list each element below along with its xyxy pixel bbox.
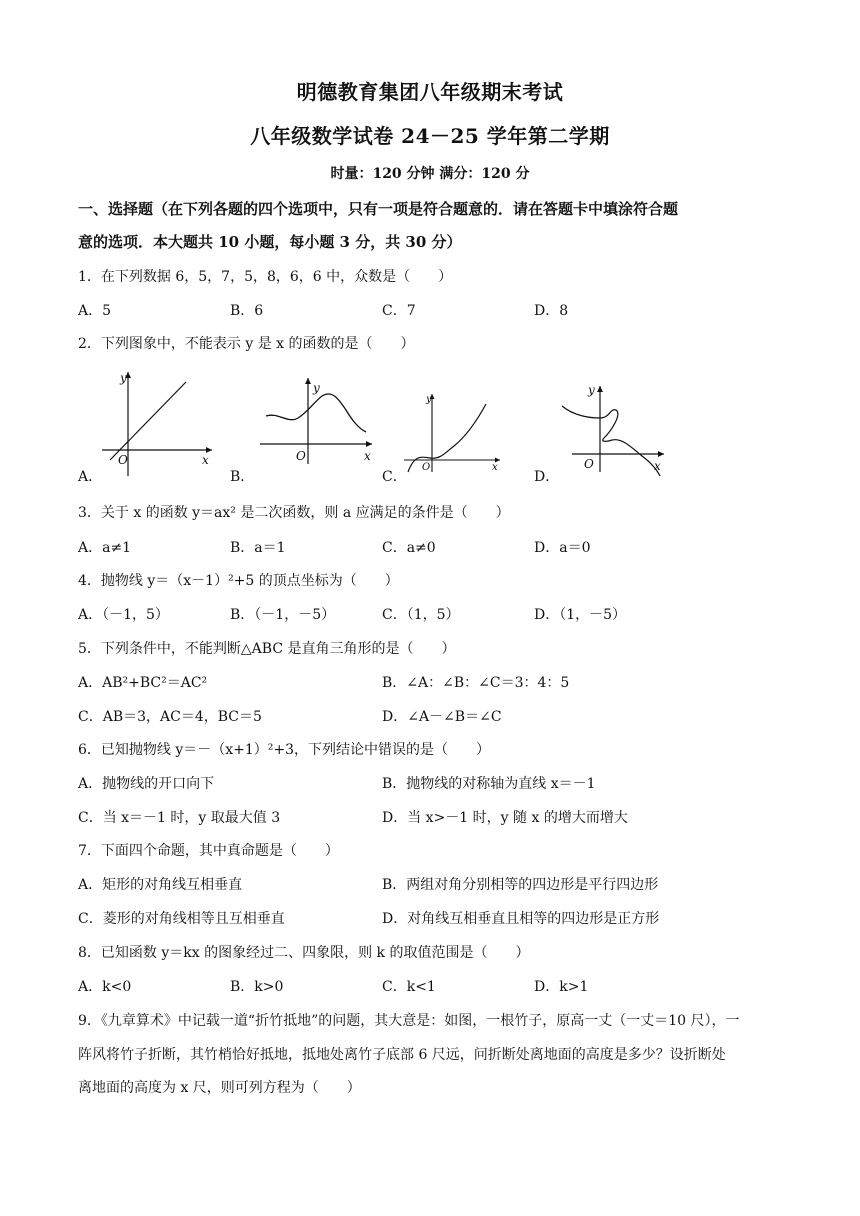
- axis-label-y: y: [313, 381, 320, 395]
- axis-label-x: x: [492, 462, 498, 473]
- question-4-option-b: B．（－1，－5）: [230, 607, 336, 623]
- question-5-stem: 5．下列条件中，不能判断△ABC 是直角三角形的是（ ）: [78, 641, 456, 657]
- question-1-option-a: A．5: [78, 303, 112, 319]
- question-4-option-d: D．（1，－5）: [534, 607, 627, 623]
- axis-label-y: y: [426, 394, 432, 405]
- question-2-option-a: A．: [78, 469, 103, 485]
- question-1-option-c: C．7: [382, 303, 416, 319]
- axis-label-x: x: [654, 459, 661, 473]
- question-2-graph-d: [560, 380, 668, 480]
- exam-meta: 时量：120 分钟 满分：120 分: [330, 166, 530, 182]
- question-8-option-b: B．k>0: [230, 979, 284, 995]
- question-5-option-d: D．∠A－∠B＝∠C: [382, 709, 502, 725]
- exam-title: 明德教育集团八年级期末考试: [296, 80, 564, 104]
- question-6-option-c: C．当 x＝－1 时，y 取最大值 3: [78, 810, 281, 826]
- exam-subtitle: 八年级数学试卷 24－25 学年第二学期: [250, 124, 610, 148]
- question-7-option-a: A．矩形的对角线互相垂直: [78, 877, 243, 893]
- question-4-stem: 4．抛物线 y＝（x－1）²+5 的顶点坐标为（ ）: [78, 573, 399, 589]
- question-7-option-c: C．菱形的对角线相等且互相垂直: [78, 911, 285, 927]
- question-1-stem: 1．在下列数据 6，5，7，5，8，6，6 中，众数是（ ）: [78, 269, 453, 285]
- question-3-option-d: D．a＝0: [534, 540, 591, 556]
- question-9-stem-line3: 离地面的高度为 x 尺，则可列方程为（ ）: [78, 1080, 361, 1096]
- question-2-option-b: B．: [230, 469, 255, 485]
- question-4-option-c: C．（1，5）: [382, 607, 460, 623]
- axis-label-x: x: [364, 449, 371, 463]
- question-2-option-d: D．: [534, 469, 560, 485]
- question-6-stem: 6．已知抛物线 y＝－（x+1）²+3，下列结论中错误的是（ ）: [78, 742, 491, 758]
- question-5-option-c: C．AB＝3，AC＝4，BC＝5: [78, 709, 262, 725]
- axis-label-y: y: [588, 383, 595, 397]
- question-3-option-b: B．a＝1: [230, 540, 286, 556]
- question-2-graph-a: [98, 368, 216, 480]
- question-5-option-b: B．∠A：∠B：∠C＝3：4：5: [382, 675, 570, 691]
- axis-label-y: y: [120, 371, 127, 385]
- question-9-stem-line1: 9．《九章算术》中记载一道“折竹抵地”的问题，其大意是：如图，一根竹子，原高一丈（一丈＝10 尺），一: [78, 1013, 740, 1029]
- question-8-option-d: D．k>1: [534, 979, 589, 995]
- origin-label: O: [118, 453, 128, 467]
- question-1-option-b: B．6: [230, 303, 264, 319]
- origin-label: O: [584, 457, 594, 471]
- question-7-option-d: D．对角线互相垂直且相等的四边形是正方形: [382, 911, 660, 927]
- question-2-option-c: C．: [382, 469, 407, 485]
- question-7-stem: 7．下面四个命题，其中真命题是（ ）: [78, 843, 339, 859]
- section-heading-line2: 意的选项．本大题共 10 小题，每小题 3 分，共 30 分）: [78, 233, 462, 251]
- question-6-option-d: D．当 x>－1 时，y 随 x 的增大而增大: [382, 810, 628, 826]
- question-8-stem: 8．已知函数 y＝kx 的图象经过二、四象限，则 k 的取值范围是（ ）: [78, 945, 530, 961]
- question-5-option-a: A．AB²+BC²＝AC²: [78, 675, 208, 691]
- question-4-option-a: A．（－1，5）: [78, 607, 169, 623]
- origin-label: O: [296, 449, 306, 463]
- question-8-option-c: C．k<1: [382, 979, 436, 995]
- section-heading-line1: 一、选择题（在下列各题的四个选项中，只有一项是符合题意的．请在答题卡中填涂符合题: [78, 200, 679, 218]
- axis-label-x: x: [202, 453, 209, 467]
- question-2-graph-c: [402, 386, 504, 474]
- question-8-option-a: A．k<0: [78, 979, 132, 995]
- question-3-option-c: C．a≠0: [382, 540, 436, 556]
- question-6-option-b: B．抛物线的对称轴为直线 x＝－1: [382, 776, 596, 792]
- question-9-stem-line2: 阵风将竹子折断，其竹梢恰好抵地，抵地处离竹子底部 6 尺远，问折断处离地面的高度是多少？设折断处: [78, 1047, 726, 1063]
- question-3-option-a: A．a≠1: [78, 540, 132, 556]
- question-6-option-a: A．抛物线的开口向下: [78, 776, 215, 792]
- origin-label: O: [422, 462, 431, 473]
- question-2-stem: 2．下列图象中，不能表示 y 是 x 的函数的是（ ）: [78, 336, 415, 352]
- question-2-graph-b: [258, 372, 376, 468]
- question-3-stem: 3．关于 x 的函数 y＝ax² 是二次函数，则 a 应满足的条件是（ ）: [78, 505, 510, 521]
- question-7-option-b: B．两组对角分别相等的四边形是平行四边形: [382, 877, 659, 893]
- question-1-option-d: D．8: [534, 303, 569, 319]
